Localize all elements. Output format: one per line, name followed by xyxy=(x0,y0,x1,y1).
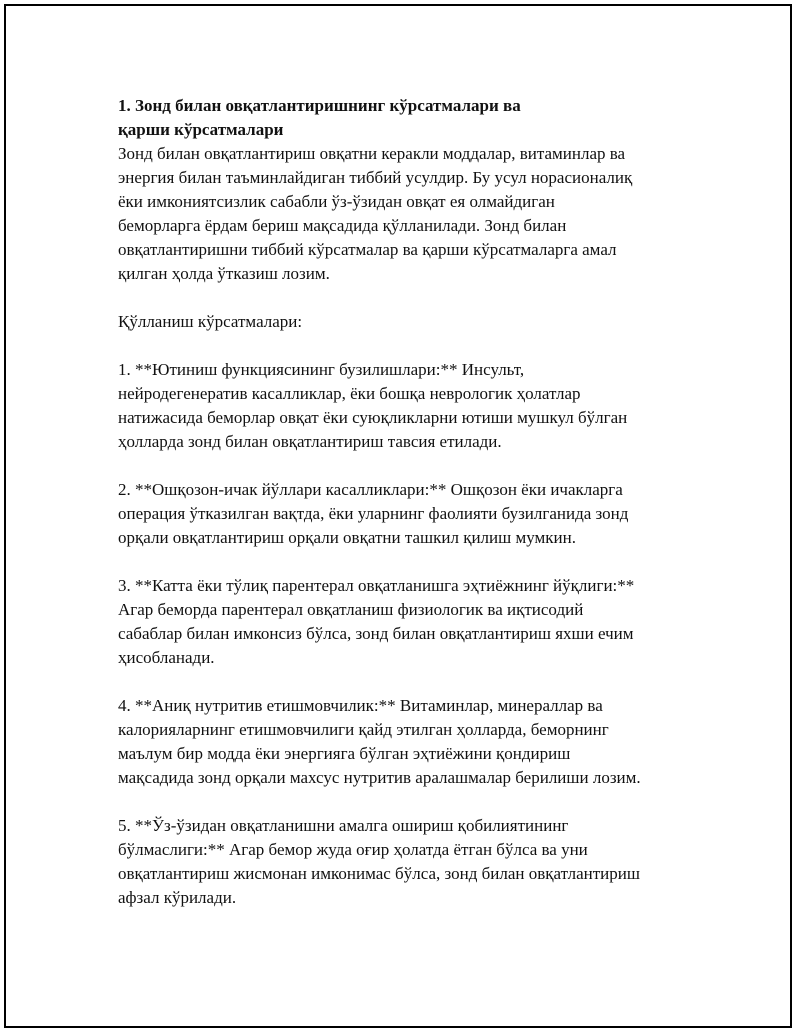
list-item: 3. **Катта ёки тўлиқ парентерал овқатланишга эҳтиёжнинг йўқлиги:** Агар беморда парентерал овқатланиш физиологик ва иқтисодий сабаблар билан имконсиз бўлса, зонд билан овқатлантириш яхши ечим ҳисобланади. xyxy=(118,576,635,667)
list-item: 4. **Аниқ нутритив етишмовчилик:** Витаминлар, минераллар ва калорияларнинг етишмовчилиги қайд этилган ҳолларда, беморнинг маълум бир модда ёки энергияга бўлган эҳтиёжини қондириш мақсадида зонд орқали махсус нутритив аралашмалар берилиши лозим. xyxy=(118,696,641,787)
intro-paragraph: Зонд билан овқатлантириш овқатни керакли моддалар, витаминлар ва энергия билан таъминлайдиган тиббий усулдир. Бу усул норасионалиқ ёки имкониятсизлик сабабли ўз-ўзидан овқат ея олмайдиган беморларга ёрдам бериш мақсадида қўлланилади. Зонд билан овқатлантиришни тиббий кўрсатмалар ва қарши кўрсатмаларга амал қилган ҳолда ўтказиш лозим. xyxy=(118,144,633,283)
list-item: 2. **Ошқозон-ичак йўллари касалликлари:** Ошқозон ёки ичакларга операция ўтказилган вақтда, ёки уларнинг фаолияти бузилганида зонд орқали овқатлантириш орқали овқатни ташкил қилиш мумкин. xyxy=(118,480,629,547)
list-item: 1. **Ютиниш функциясининг бузилишлари:** Инсульт, нейродегенератив касалликлар, ёки бошқа неврологик ҳолатлар натижасида беморлар овқат ёки суюқликларни ютиши мушкул бўлган ҳолларда зонд билан овқатлантириш тавсия етилади. xyxy=(118,360,628,451)
document-title: 1. Зонд билан овқатлантиришнинг кўрсатмалари ва қарши кўрсатмалари xyxy=(118,96,521,139)
document-body xyxy=(118,94,708,910)
section-heading: Қўлланиш кўрсатмалари: xyxy=(118,312,303,331)
list-item: 5. **Ўз-ўзидан овқатланишни амалга ошириш қобилиятининг бўлмаслиги:** Агар бемор жуда оғир ҳолатда ётган бўлса ва уни овқатлантириш жисмонан имконимас бўлса, зонд билан овқатлантириш афзал кўрилади. xyxy=(118,816,640,907)
